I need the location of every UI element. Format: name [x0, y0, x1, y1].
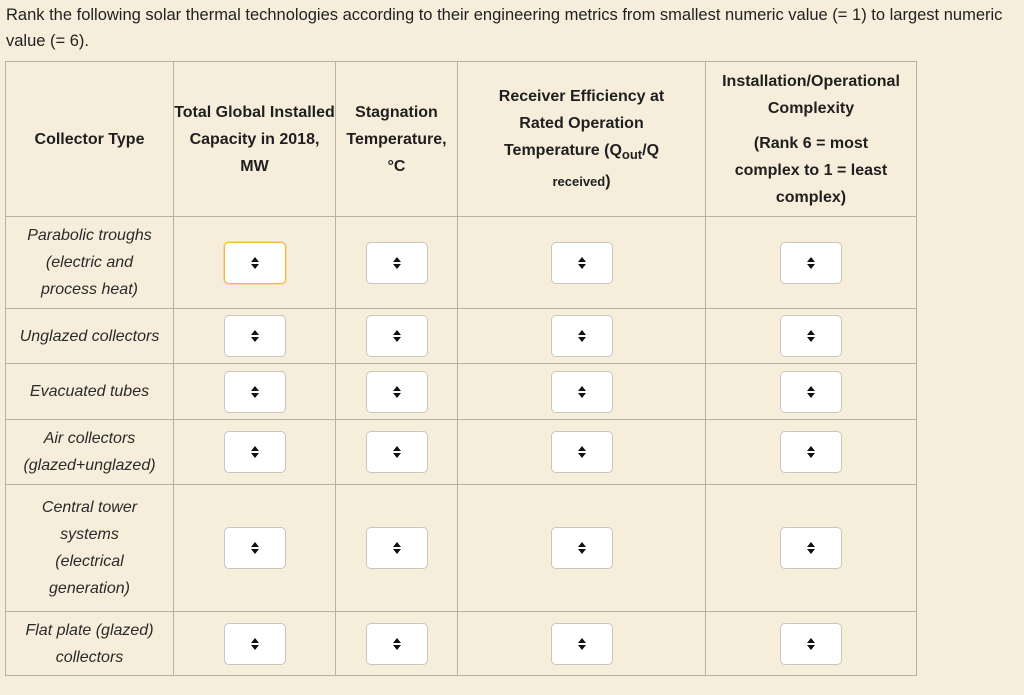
up-down-arrows-icon — [251, 446, 259, 458]
collector-type-cell — [6, 364, 174, 420]
collector-type-label: generation) — [49, 580, 130, 597]
up-down-arrows-icon — [251, 542, 259, 554]
rank-cell — [458, 485, 706, 612]
up-down-arrows-icon — [393, 542, 401, 554]
rank-select[interactable] — [780, 527, 842, 569]
collector-type-label: Central tower — [41, 499, 138, 516]
up-down-arrows-icon — [393, 330, 401, 342]
rank-select[interactable] — [551, 315, 613, 357]
table-row — [6, 420, 917, 485]
rank-cell — [706, 612, 917, 676]
rank-cell — [174, 364, 336, 420]
rank-cell — [336, 217, 458, 309]
collector-type-label: (glazed+unglazed) — [23, 457, 156, 474]
rank-select[interactable] — [551, 371, 613, 413]
up-down-arrows-icon — [578, 386, 586, 398]
header-efficiency — [458, 62, 706, 217]
ranking-table — [5, 61, 917, 676]
rank-cell — [336, 309, 458, 364]
up-down-arrows-icon — [807, 257, 815, 269]
rank-cell — [174, 217, 336, 309]
up-down-arrows-icon — [578, 638, 586, 650]
rank-cell — [336, 420, 458, 485]
up-down-arrows-icon — [578, 542, 586, 554]
collector-type-cell — [6, 485, 174, 612]
up-down-arrows-icon — [807, 386, 815, 398]
table-row — [6, 485, 917, 612]
up-down-arrows-icon — [578, 330, 586, 342]
rank-select[interactable] — [780, 623, 842, 665]
rank-select[interactable] — [551, 431, 613, 473]
rank-cell — [458, 364, 706, 420]
rank-cell — [706, 309, 917, 364]
rank-cell — [458, 309, 706, 364]
up-down-arrows-icon — [807, 638, 815, 650]
header-efficiency-sub-received: received — [552, 174, 606, 190]
rank-select[interactable] — [366, 527, 428, 569]
rank-select[interactable] — [224, 371, 286, 413]
rank-select[interactable] — [224, 623, 286, 665]
collector-type-label: Parabolic troughs — [27, 227, 152, 244]
rank-cell — [458, 420, 706, 485]
question-text: Rank the following solar thermal technologies according to their engineering metrics from smallest numeric value (= 1) to largest numeric value (= 6). — [6, 6, 1003, 50]
rank-select[interactable] — [366, 623, 428, 665]
table-row — [6, 309, 917, 364]
header-stagnation-label: Stagnation Temperature, °C — [346, 103, 447, 175]
collector-type-cell — [6, 420, 174, 485]
up-down-arrows-icon — [251, 386, 259, 398]
rank-select[interactable] — [366, 242, 428, 284]
rank-cell — [706, 217, 917, 309]
header-capacity-label: Total Global Installed Capacity in 2018, MW — [174, 103, 335, 175]
header-efficiency-end: ) — [605, 173, 611, 191]
header-capacity — [174, 62, 336, 217]
rank-cell — [458, 612, 706, 676]
header-complexity-note: (Rank 6 = most complex to 1 = least complex) — [734, 134, 888, 206]
header-efficiency-sub-out: out — [621, 147, 643, 163]
rank-cell — [706, 420, 917, 485]
rank-cell — [336, 485, 458, 612]
rank-select[interactable] — [366, 315, 428, 357]
up-down-arrows-icon — [251, 638, 259, 650]
up-down-arrows-icon — [807, 330, 815, 342]
rank-select[interactable] — [780, 371, 842, 413]
up-down-arrows-icon — [578, 257, 586, 269]
up-down-arrows-icon — [393, 638, 401, 650]
rank-select[interactable] — [224, 242, 286, 284]
rank-select[interactable] — [224, 527, 286, 569]
collector-type-cell — [6, 612, 174, 676]
table-row — [6, 612, 917, 676]
rank-cell — [336, 612, 458, 676]
collector-type-label: (electric and — [45, 254, 134, 271]
up-down-arrows-icon — [578, 446, 586, 458]
header-complexity-title: Installation/Operational Complexity — [722, 72, 900, 117]
collector-type-label: (electrical — [55, 553, 124, 570]
header-efficiency-mid: /Q — [642, 141, 660, 159]
up-down-arrows-icon — [393, 386, 401, 398]
collector-type-label: systems — [60, 526, 119, 543]
rank-select[interactable] — [366, 431, 428, 473]
up-down-arrows-icon — [251, 257, 259, 269]
rank-cell — [458, 217, 706, 309]
up-down-arrows-icon — [393, 257, 401, 269]
rank-cell — [174, 485, 336, 612]
table-row — [6, 364, 917, 420]
rank-select[interactable] — [780, 315, 842, 357]
rank-select[interactable] — [780, 431, 842, 473]
collector-type-cell — [6, 217, 174, 309]
header-row — [6, 62, 917, 217]
rank-select[interactable] — [551, 242, 613, 284]
header-collector-type — [6, 62, 174, 217]
header-complexity — [706, 62, 917, 217]
header-stagnation — [336, 62, 458, 217]
rank-select[interactable] — [224, 431, 286, 473]
up-down-arrows-icon — [807, 446, 815, 458]
rank-select[interactable] — [780, 242, 842, 284]
rank-cell — [706, 485, 917, 612]
table-row — [6, 217, 917, 309]
rank-select[interactable] — [551, 623, 613, 665]
rank-select[interactable] — [551, 527, 613, 569]
collector-type-label: Unglazed collectors — [19, 327, 160, 345]
collector-type-cell — [6, 309, 174, 364]
up-down-arrows-icon — [393, 446, 401, 458]
collector-type-label: Evacuated tubes — [29, 383, 150, 400]
up-down-arrows-icon — [251, 330, 259, 342]
rank-select[interactable] — [224, 315, 286, 357]
collector-type-label: collectors — [55, 648, 124, 666]
rank-cell — [174, 309, 336, 364]
collector-type-label: Air collectors — [43, 430, 136, 447]
header-efficiency-label: Receiver Efficiency at Rated Operation Temperature (Q — [498, 87, 665, 159]
collector-type-label: process heat) — [41, 281, 138, 298]
rank-cell — [174, 612, 336, 676]
rank-select[interactable] — [366, 371, 428, 413]
up-down-arrows-icon — [807, 542, 815, 554]
rank-cell — [706, 364, 917, 420]
collector-type-label: Flat plate (glazed) — [25, 621, 154, 639]
header-collector-type-label: Collector Type — [34, 130, 145, 148]
rank-cell — [174, 420, 336, 485]
rank-cell — [336, 364, 458, 420]
